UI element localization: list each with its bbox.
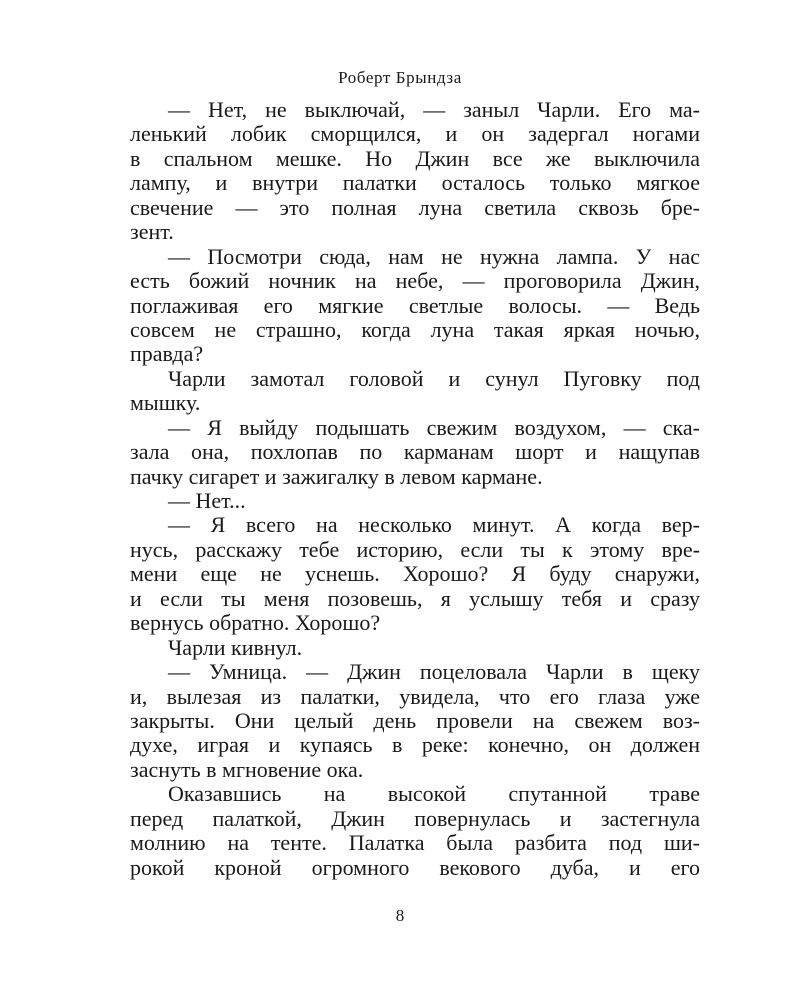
text-line: зент. [130, 219, 174, 245]
text-line: мени еще не уснешь. Хорошо? Я буду снаружи, [130, 561, 700, 587]
text-line: рокой кроной огромного векового дуба, и его [130, 854, 700, 880]
text-line: лампу, и внутри палатки осталось только мягкое [130, 170, 700, 196]
text-line: Чарли кивнул. [168, 634, 303, 660]
text-line: — Я выйду подышать свежим воздухом, — ска- [168, 414, 700, 440]
text-line: — Умница. — Джин поцеловала Чарли в щеку [168, 659, 700, 685]
text-line: совсем не страшно, когда луна такая яркая ночью, [130, 316, 700, 342]
text-line: нусь, расскажу тебе историю, если ты к этому вре- [130, 536, 700, 562]
body-text [130, 98, 700, 880]
text-line: мышку. [130, 390, 201, 416]
text-line: духе, играя и купаясь в реке: конечно, он должен [130, 732, 700, 758]
text-line: пачку сигарет и зажигалку в левом кармане. [130, 463, 543, 489]
text-line: заснуть в мгновение ока. [130, 756, 364, 782]
text-line: в спальном мешке. Но Джин все же выключила [130, 145, 700, 171]
text-line: — Посмотри сюда, нам не нужна лампа. У нас [168, 243, 700, 269]
text-line: закрыты. Они целый день провели на свежем воз- [130, 707, 700, 733]
text-line: молнию на тенте. Палатка была разбита под ши- [130, 830, 700, 856]
text-line: и, вылезая из палатки, увидела, что его глаза уже [130, 683, 700, 709]
page-number: 8 [395, 906, 405, 925]
text-line: Оказавшись на высокой спутанной траве [168, 781, 700, 807]
text-line: и если ты меня позовешь, я услышу тебя и сразу [130, 585, 700, 611]
text-line: — Я всего на несколько минут. А когда вер- [168, 512, 700, 538]
text-line: перед палаткой, Джин повернулась и застегнула [130, 805, 700, 831]
text-line: — Нет, не выключай, — заныл Чарли. Его ма- [168, 97, 700, 122]
running-head-author: Роберт Брындза [338, 68, 462, 87]
text-line: есть божий ночник на небе, — проговорила Джин, [130, 268, 700, 294]
text-line: зала она, похлопав по карманам шорт и нащупав [130, 439, 700, 465]
text-line: Чарли замотал головой и сунул Пуговку под [168, 365, 700, 391]
text-line: вернусь обратно. Хорошо? [130, 610, 381, 636]
text-line: ленький лобик сморщился, и он задергал ногами [130, 121, 700, 147]
text-line: — Нет... [168, 488, 246, 513]
text-line: поглаживая его мягкие светлые волосы. — Ведь [130, 292, 700, 318]
text-line: правда? [130, 341, 204, 367]
text-line: свечение — это полная луна светила сквозь бре- [130, 194, 700, 220]
